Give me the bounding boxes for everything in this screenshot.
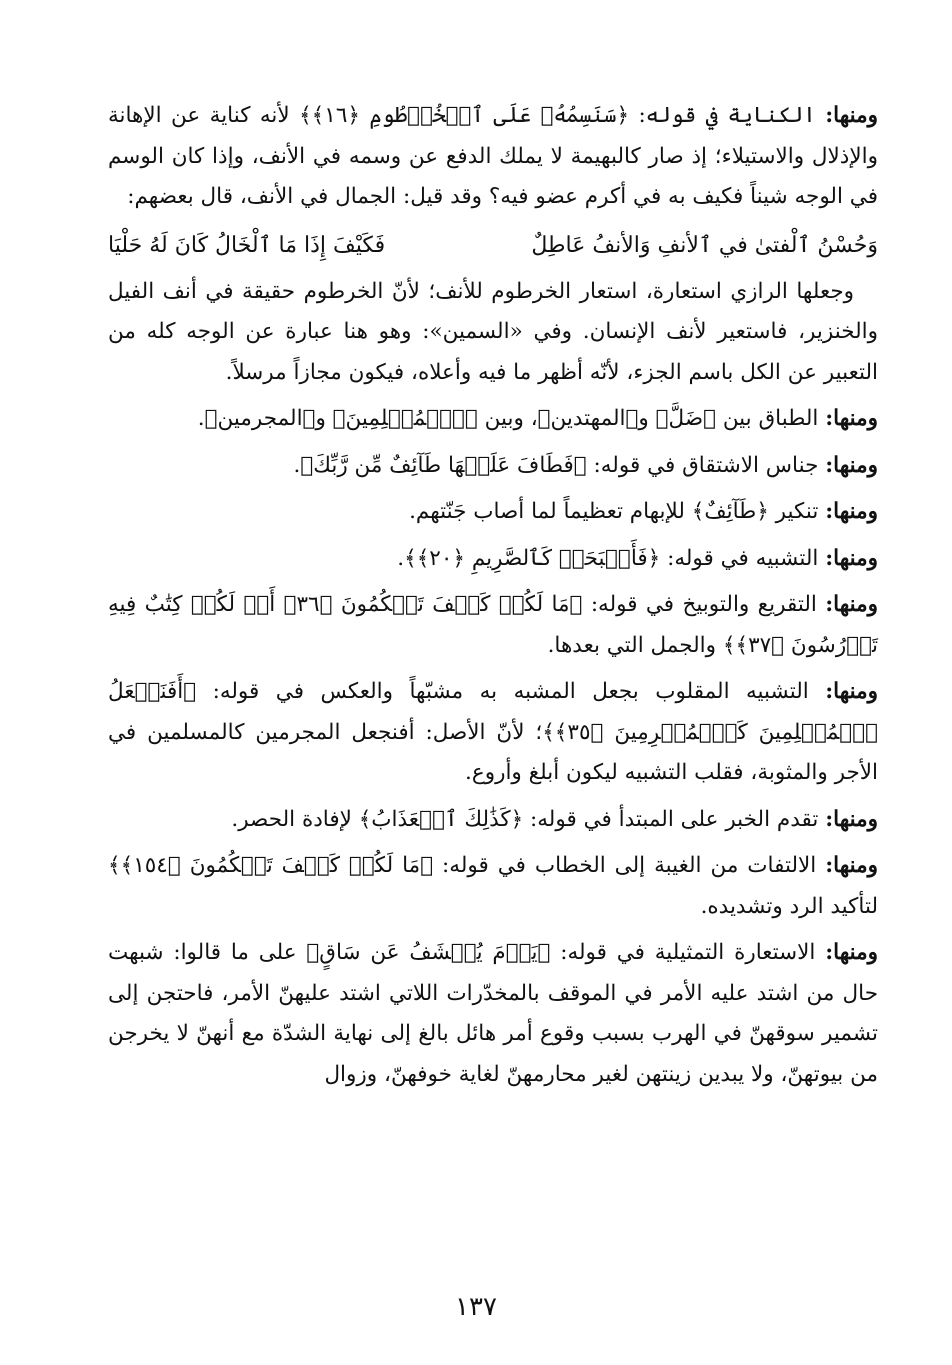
paragraph-lead: ومنها: bbox=[825, 499, 878, 524]
paragraph-kinayah bbox=[108, 96, 878, 218]
paragraph-text: الاستعارة التمثيلية في قوله: ﴿يَوۡمَ يُكۡشَفُ عَن سَاقٍ﴾ على ما قالوا: شبهت حال من اشتد عليه الأمر في الموقف بالمخدّرات اللاتي اشتد عليهنّ الأمر، فاحتجن إلى تشمير سوقهنّ في الهرب بسبب وقوع أمر هائل بالغ إلى نهاية الشدّة مع أنهنّ لا يخرجن من بيوتهنّ، ولا يبدين زينتهن لغير محارمهنّ لغاية خوفهنّ، وزوال bbox=[108, 940, 878, 1087]
page-number: ١٣٧ bbox=[455, 1292, 497, 1322]
paragraph-lead: ومنها: bbox=[825, 940, 878, 965]
paragraph-tashbih-maqlub bbox=[108, 672, 878, 794]
paragraph-text: التشبيه في قوله: ﴿فَأَصۡبَحَتۡ كَٱلصَّرِيمِ ﴿٢٠﴾﴾. bbox=[397, 545, 826, 571]
poetry-verse bbox=[108, 224, 878, 268]
paragraph-text: جناس الاشتقاق في قوله: ﴿فَطَافَ عَلَيۡهَا طَآئِفٌ مِّن رَّبِّكَ﴾. bbox=[293, 452, 826, 478]
page-body bbox=[108, 96, 878, 1097]
paragraph-tashbih bbox=[108, 539, 878, 580]
paragraph-text: تنكير ﴿طَآئِفٌ﴾ للإبهام تعظيماً لما أصاب جَنّتهم. bbox=[409, 499, 826, 524]
paragraph-lead: ومنها: bbox=[825, 853, 878, 878]
verse-second-hemistich: فَكَيْفَ إِذَا مَا ٱلْخَالُ كَانَ لَهُ حَلْيَا bbox=[108, 232, 386, 258]
paragraph-text: الالتفات من الغيبة إلى الخطاب في قوله: ﴿مَا لَكُمۡ كَيۡفَ تَحۡكُمُونَ ﴿١٥٤﴾﴾ لتأكيد الرد وتشديده. bbox=[108, 853, 878, 919]
paragraph-taqdim bbox=[108, 800, 878, 841]
paragraph-lead: ومنها: bbox=[825, 452, 878, 478]
paragraph-lead: ومنها: bbox=[825, 103, 878, 128]
paragraph-tankir bbox=[108, 492, 878, 533]
verse-first-hemistich: وَحُسْنُ ٱلْفتىٰ في ٱلأنفِ وَالأنفُ عَاطِلٌ bbox=[531, 232, 878, 258]
paragraph-lead: ومنها: bbox=[825, 679, 878, 704]
paragraph-text: وجعلها الرازي استعارة، استعار الخرطوم للأنف؛ لأنّ الخرطوم حقيقة في أنف الفيل والخنزير، فاستعير لأنف الإنسان. وفي «السمين»: وهو هنا عبارة عن الوجه كله من التعبير عن الكل باسم الجزء، لأنّه أظهر ما فيه وأعلاه، فيكون مجازاً مرسلاً. bbox=[108, 278, 878, 385]
paragraph-text: التشبيه المقلوب بجعل المشبه به مشبّهاً والعكس في قوله: ﴿أَفَنَجۡعَلُ ٱلۡمُسۡلِمِينَ كَٱلۡمُجۡرِمِينَ ﴿٣٥﴾﴾؛ لأنّ الأصل: أفنجعل المجرمين كالمسلمين في الأجر والمثوبة، فقلب التشبيه ليكون أبلغ وأروع. bbox=[108, 679, 878, 785]
paragraph-lead: ومنها: bbox=[825, 406, 878, 431]
paragraph-lead: ومنها: bbox=[825, 545, 878, 571]
paragraph-text: الكناية في قوله: ﴿سَنَسِمُهُۥ عَلَى ٱلۡخُرۡطُومِ ﴿١٦﴾﴾ لأنه كناية عن الإهانة والإذلال والاستيلاء؛ إذ صار كالبهيمة لا يملك الدفع عن وسمه في الأنف، وإذا كان الوسم في الوجه شيناً فكيف به في أكرم عضو فيه؟ وقد قيل: الجمال في الأنف، قال بعضهم: bbox=[108, 103, 878, 209]
paragraph-lead: ومنها: bbox=[825, 806, 878, 832]
paragraph-text: الطباق بين ﴿ضَلَّ﴾ و﴿المهتدين﴾، وبين ﴿ٱلۡمُسۡلِمِينَ﴾ و﴿المجرمين﴾. bbox=[197, 406, 826, 431]
paragraph-iltifat bbox=[108, 846, 878, 927]
paragraph-istiara bbox=[108, 933, 878, 1095]
paragraph-tibaq bbox=[108, 399, 878, 440]
paragraph-lead: ومنها: bbox=[825, 592, 878, 617]
paragraph-text: تقدم الخبر على المبتدأ في قوله: ﴿كَذَٰلِكَ ٱلۡعَذَابُ﴾ لإفادة الحصر. bbox=[231, 806, 826, 832]
paragraph-taqri bbox=[108, 585, 878, 666]
paragraph-jinas bbox=[108, 446, 878, 487]
paragraph-razi bbox=[108, 272, 878, 394]
paragraph-text: التقريع والتوبيخ في قوله: ﴿مَا لَكُمۡ كَيۡفَ تَحۡكُمُونَ ﴿٣٦﴾ أَمۡ لَكُمۡ كِتَٰبٌ فِيهِ تَدۡرُسُونَ ﴿٣٧﴾﴾ والجمل التي بعدها. bbox=[108, 592, 878, 658]
